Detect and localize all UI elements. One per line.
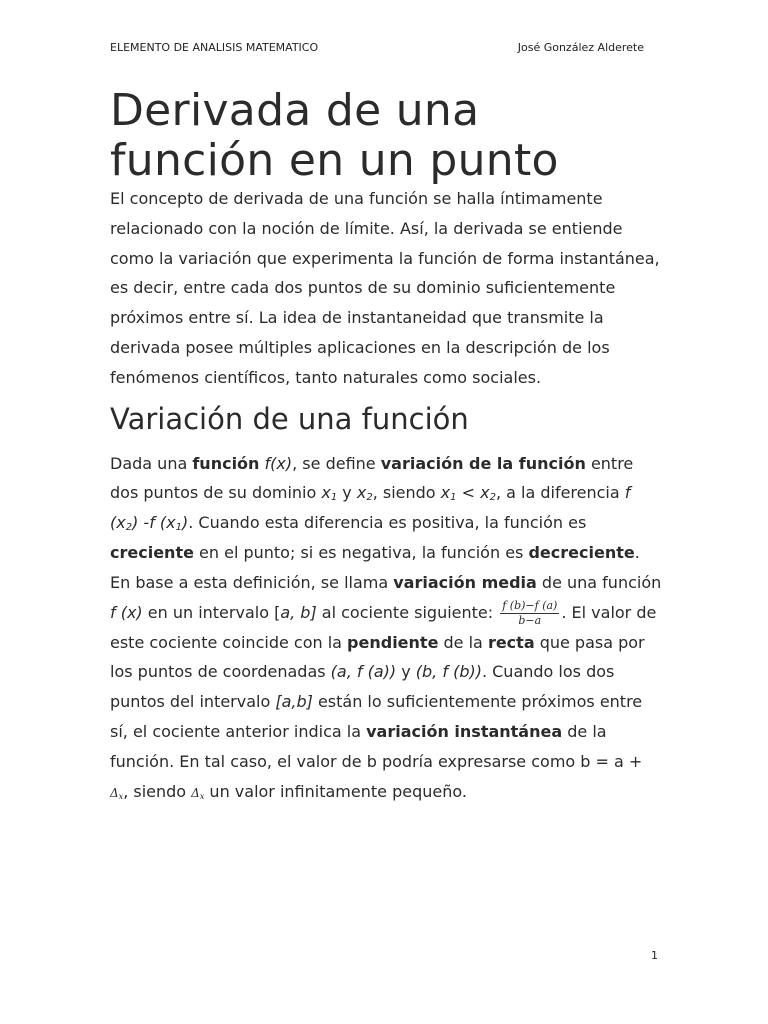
text-run: en el punto; si es negativa, la función es (193, 542, 529, 562)
delta-symbol (191, 786, 204, 800)
bold-term: pendiente (347, 632, 439, 652)
text-run: de la (438, 632, 488, 652)
math-expr: a, b] (280, 602, 317, 622)
document-body (110, 86, 662, 808)
math-expr: ) (182, 513, 189, 533)
text-run: , se define (292, 453, 381, 473)
delta-subscript: x (199, 791, 205, 801)
text-run: de una función (536, 572, 662, 592)
math-subscript: 1 (450, 492, 457, 504)
text-run: un valor infinitamente pequeño. (204, 781, 467, 801)
math-subscript: 2 (125, 522, 133, 534)
text-run: . Cuando esta diferencia es positiva, la función es (188, 513, 587, 533)
text-run: al cociente siguiente: (316, 602, 499, 622)
text-run: entre dos puntos de su dominio (110, 453, 634, 503)
text-run: . El valor de este cociente coincide con la (110, 602, 657, 652)
difference-quotient-fraction (500, 599, 559, 628)
bold-term: variación instantánea (366, 721, 563, 741)
fraction-denominator: b−a (518, 613, 542, 627)
math-subscript: 1 (330, 492, 338, 504)
text-run: , a la diferencia (495, 483, 625, 503)
bold-term: variación media (393, 572, 537, 592)
bold-term: variación de la función (380, 453, 586, 473)
math-expr: (a, f (a)) (330, 662, 397, 682)
math-subscript: 2 (489, 492, 496, 504)
math-expr: ) -f (x (132, 513, 176, 533)
math-var: x (321, 483, 331, 503)
running-header-title: ELEMENTO DE ANALISIS MATEMATICO (110, 41, 319, 54)
math-var: x (356, 483, 367, 503)
bold-term: creciente (110, 542, 194, 562)
page-title-line2: función en un punto (110, 135, 559, 186)
section-paragraph (110, 449, 662, 809)
fraction-numerator: f (b)−f (a) (502, 598, 558, 612)
italic-term: f(x) (264, 453, 293, 473)
intro-paragraph: El concepto de derivada de una función se halla íntimamente relacionado con la noción de límite. Así, la derivada se entiende como la variación que experimenta la función de forma instantánea, es decir, entre cada dos puntos de su dominio suficientemente próximos entre sí. La idea de instantaneidad que transmite la derivada posee múltiples aplicaciones en la descripción de los fenómenos científicos, tanto naturales como sociales. (110, 189, 660, 387)
math-expr: [a,b] (275, 692, 313, 712)
text-run: de la función. En tal caso, el valor de b podría expresarse como b = a + (110, 721, 643, 771)
text-run: y (337, 483, 357, 503)
text-run: en un intervalo [ (142, 602, 281, 622)
bold-term: función (192, 453, 260, 473)
page-title (110, 86, 662, 186)
bold-term: decreciente (528, 542, 635, 562)
text-run: , siendo (123, 781, 192, 801)
delta-glyph: Δ (191, 785, 200, 800)
page-title-line1: Derivada de una (110, 85, 480, 136)
math-var: x (480, 483, 490, 503)
delta-subscript: x (118, 791, 124, 801)
text-run: < (456, 483, 481, 503)
text-run: , siendo (372, 483, 441, 503)
text-run: . En base a esta definición, se llama (110, 542, 640, 592)
running-header-author: José González Alderete (517, 41, 644, 54)
bold-term: recta (487, 632, 535, 652)
math-expr: f (x) (110, 602, 143, 622)
math-expr: f (x (110, 483, 631, 533)
text-run: y (396, 662, 416, 682)
text-run: están lo suficientemente próximos entre sí, el cociente anterior indica la (110, 692, 643, 741)
text-run: . Cuando los dos puntos del intervalo (110, 662, 615, 712)
math-var: x (440, 483, 451, 503)
delta-symbol (110, 786, 123, 800)
text-run: que pasa por los puntos de coordenadas (110, 632, 645, 682)
math-expr: (b, f (b)) (415, 662, 482, 682)
math-subscript: 1 (175, 522, 182, 534)
page-number: 1 (651, 949, 658, 962)
text-run: Dada una (110, 453, 193, 473)
delta-glyph: Δ (110, 785, 119, 800)
math-subscript: 2 (366, 492, 373, 504)
section-heading: Variación de una función (110, 401, 469, 436)
